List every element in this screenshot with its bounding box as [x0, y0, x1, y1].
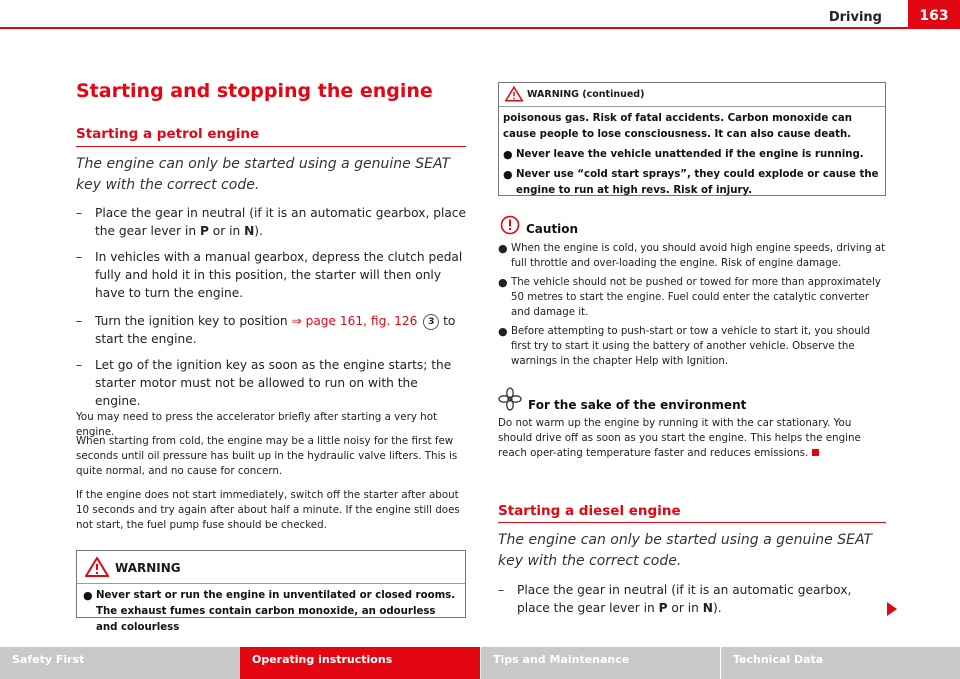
heading-rule	[498, 522, 886, 523]
step-3: – Turn the ignition key to position ⇒ page 161, fig. 126 3 to start the engine.	[76, 314, 456, 346]
warning-text: ● Never start or run the engine in unventilated or closed rooms. The exhaust fumes contain carbon monoxide, an odourless and colourless	[83, 589, 456, 633]
page-header	[0, 0, 960, 30]
section-title: Driving	[828, 10, 882, 25]
footer-tab-tips-and-maintenance[interactable]: Tips and Maintenance	[480, 647, 720, 679]
paragraph-cold-start: When starting from cold, the engine may be a little noisy for the first few seconds until oil pressure has built up in the hydraulic valve lifters. This is quite normal, and no cause for concern.	[76, 435, 458, 477]
next-page-arrow-icon[interactable]	[887, 602, 897, 616]
page-title: Starting and stopping the engine	[76, 80, 433, 102]
section-heading-petrol: Starting a petrol engine	[76, 126, 260, 142]
warning-continued-text: poisonous gas. Risk of fatal accidents. Carbon monoxide can cause people to lose consciousness. It can also cause death. ● Never leave the vehicle unattended if the engine is running. ● Never use “cold start sprays”, they could explode or cause the engine to run at high revs. Risk of injury.	[503, 111, 879, 199]
paragraph-no-start: If the engine does not start immediately, switch off the starter after about 10 seconds and try again after about half a minute. If the engine still does not start, the fuel pump fuse should be checked.	[76, 489, 460, 531]
footer-tab-safety-first[interactable]: Safety First	[0, 647, 240, 679]
caution-heading: Caution	[526, 222, 579, 236]
figure-callout-badge: 3	[423, 314, 439, 330]
step-1: – Place the gear in neutral (if it is an automatic gearbox, place the gear lever in P or in N).	[76, 206, 466, 238]
warning-triangle-icon	[505, 86, 523, 102]
heading-rule	[76, 146, 466, 147]
page-reference-link[interactable]: ⇒ page 161, fig. 126	[291, 314, 418, 328]
caution-list	[498, 241, 886, 373]
warning-bullet: ● Never use “cold start sprays”, they could explode or cause the engine to run at high revs. Risk of injury.	[503, 168, 879, 196]
warning-bullet: ● Never leave the vehicle unattended if the engine is running.	[503, 148, 864, 161]
warning-triangle-icon	[85, 557, 109, 577]
caution-bullet: ● The vehicle should not be pushed or towed for more than approximately 50 metres to start the engine. Fuel could enter the catalytic converter and damage it.	[498, 276, 881, 318]
intro-text-diesel: The engine can only be started using a genuine SEAT key with the correct code.	[498, 532, 873, 569]
environment-text: Do not warm up the engine by running it with the car stationary. You should drive off as soon as you start the engine. This helps the engine reach oper-ating temperature faster and reduces emissions.	[498, 417, 861, 459]
environment-heading: For the sake of the environment	[528, 398, 747, 412]
paragraph-hot-engine: You may need to press the accelerator briefly after starting a very hot engine.	[76, 411, 438, 438]
step-diesel-1: – Place the gear in neutral (if it is an automatic gearbox, place the gear lever in P or in N).	[498, 583, 852, 615]
environment-flower-icon	[498, 387, 522, 411]
footer-tab-operating-instructions[interactable]: Operating instructions	[240, 647, 480, 679]
caution-icon	[500, 215, 520, 235]
page-number: 163	[908, 0, 960, 29]
end-marker	[812, 449, 819, 456]
intro-text: The engine can only be started using a genuine SEAT key with the correct code.	[76, 156, 451, 193]
step-4: – Let go of the ignition key as soon as the engine starts; the starter motor must not be allowed to run on with the engine.	[76, 358, 452, 408]
warning-continued-box	[498, 82, 886, 196]
header-rule	[0, 27, 960, 29]
footer-tab-technical-data[interactable]: Technical Data	[720, 647, 960, 679]
step-2: – In vehicles with a manual gearbox, depress the clutch pedal fully and hold it in this position, the starter will then only have to turn the engine.	[76, 250, 463, 300]
warning-box	[76, 550, 466, 633]
footer-nav	[0, 647, 960, 679]
caution-bullet: ● Before attempting to push-start or tow a vehicle to start it, you should first try to start it using the battery of another vehicle. Observe the warnings in the chapter Help with Ignition.	[498, 325, 871, 367]
caution-bullet: ● When the engine is cold, you should avoid high engine speeds, driving at full throttle and over-loading the engine. Risk of engine damage.	[498, 242, 886, 269]
section-heading-diesel: Starting a diesel engine	[498, 503, 681, 519]
warning-label: WARNING	[115, 561, 181, 575]
warning-continued-label: WARNING (continued)	[527, 89, 645, 100]
